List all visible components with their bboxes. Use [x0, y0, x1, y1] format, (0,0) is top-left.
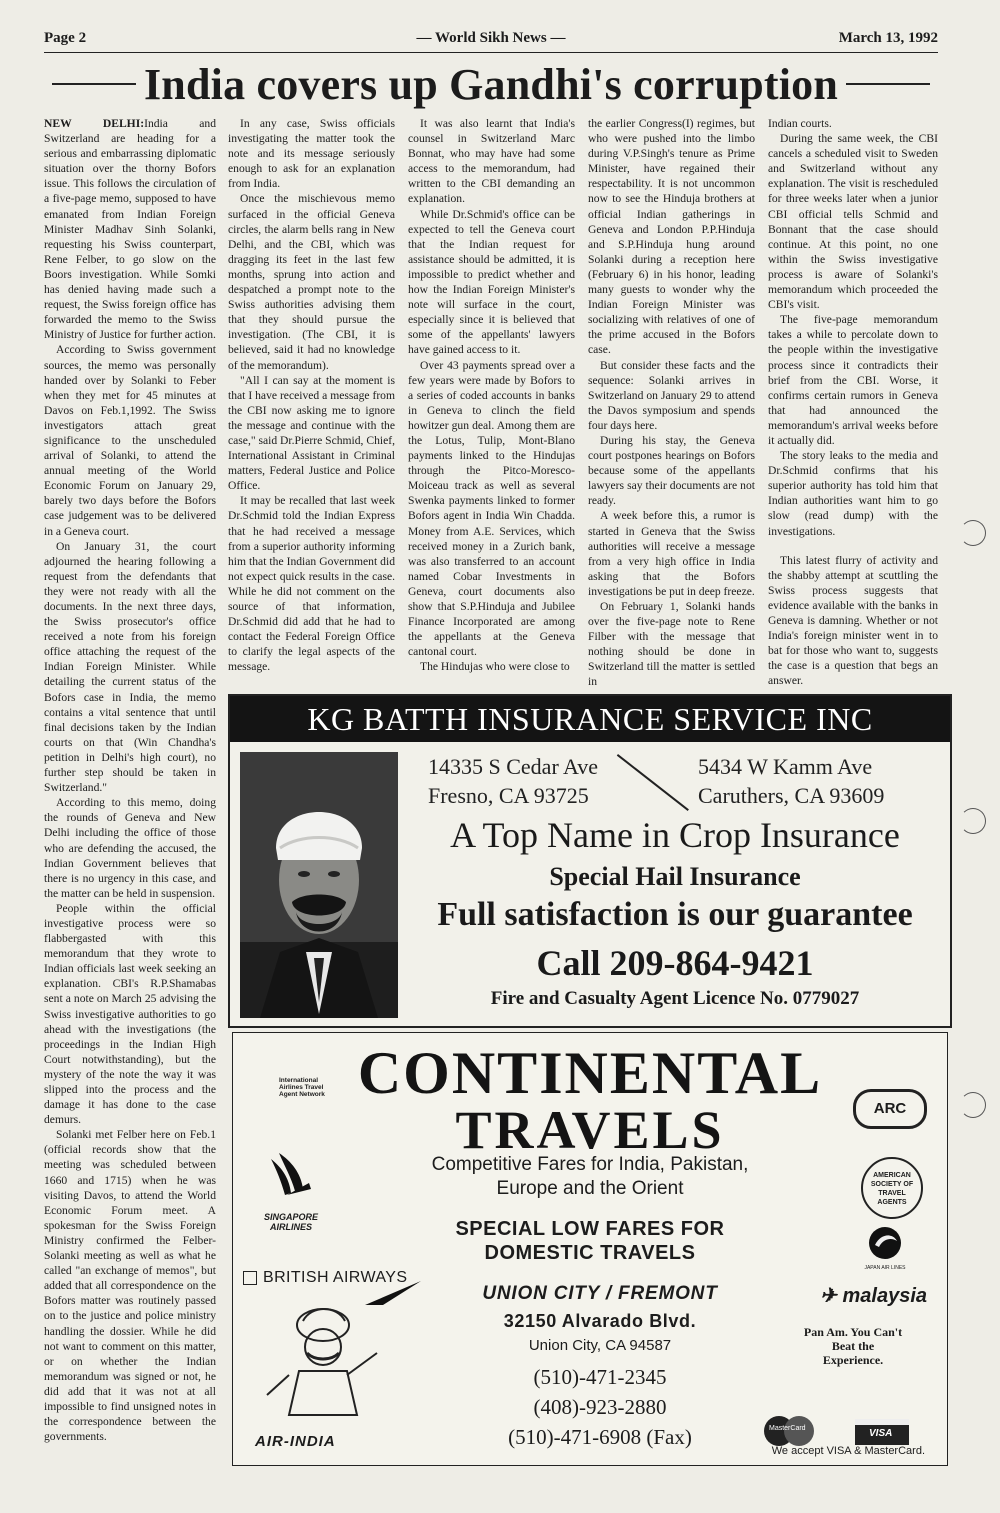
mastercard-icon: MasterCard	[769, 1425, 806, 1432]
maharaja-mascot-icon	[253, 1295, 413, 1425]
phone-1: (510)-471-2345	[533, 1365, 667, 1389]
headline-row	[44, 58, 938, 110]
article-paragraph: The five-page memorandum takes a while to percolate down to the people within the investigative process since it contradicts their brief from the CBI. Worse, it confirms certain rumors in Geneva that had announced the memorandum's arrival weeks before it actually did.	[768, 313, 938, 447]
article-paragraph: It was also learnt that India's counsel in Switzerland Marc Bonnat, who may have had some access to the memorandum, had written to the CBI demanding an explanation.	[408, 117, 575, 206]
travel-ad	[232, 1032, 948, 1466]
agent-portrait	[240, 752, 398, 1018]
article-paragraph: The Hindujas who were close to	[420, 660, 570, 674]
article-column-3	[408, 116, 575, 676]
dateline: NEW DELHI:	[44, 117, 145, 130]
binder-hole-icon	[960, 808, 986, 834]
singapore-airlines-logo: SINGAPORE AIRLINES	[251, 1149, 331, 1229]
article-paragraph: People within the official investigative process were so flabbergasted with this memorandum that they wrote to Indian officials last week seeking an explanation. CBI's R.P.Shamabas sent a note on March 25 advising the Swiss investigative authorities to go ahead with the investigations (the proceedings in the Indian High Court notwithstanding), but the mystery of the note the way it was slipped into the process and the damage it has done to the case demurs.	[44, 901, 216, 1127]
page-header	[44, 30, 938, 52]
address-divider	[617, 754, 689, 811]
office-city: UNION CITY / FREMONT	[482, 1283, 718, 1304]
payment-note: We accept VISA & MasterCard.	[771, 1445, 925, 1457]
article-paragraph: But consider these facts and the sequence: Solanki arrives in Switzerland on January 29 to attend the Davos symposium and spends four days here.	[588, 358, 755, 432]
insurance-licence: Fire and Casualty Agent Licence No. 0779027	[490, 988, 860, 1009]
fax-number: (510)-471-6908 (Fax)	[508, 1425, 692, 1449]
article-column-5	[768, 116, 938, 686]
office-street: 32150 Alvarado Blvd.	[503, 1311, 697, 1331]
travel-ad-name-2: TRAVELS	[455, 1100, 725, 1160]
malaysia-kite-icon: ✈	[820, 1285, 843, 1307]
jal-logo: JAPAN AIR LINES	[863, 1223, 907, 1279]
article-paragraph: A week before this, a rumor is started in Geneva that the Swiss authorities will receive a message from a very high office in India asking that the Bofors investigations be put in deep freeze.	[588, 509, 755, 598]
article-column-4	[588, 116, 755, 689]
article-paragraph: The story leaks to the media and Dr.Schmid confirms that his superior authority has told him that Indian authorities want him to go slow (read dump) with the investigations.	[768, 449, 938, 538]
visa-icon: VISA	[869, 1428, 893, 1439]
article-column-1	[44, 116, 216, 1476]
air-india-logo: AIR-INDIA	[255, 1433, 336, 1450]
article-paragraph: According to this memo, doing the rounds of Geneva and New Delhi including the office of those who are defending the accused, the Indian Government believes that there is no urgency in this case, and the matter can be held in suspension.	[44, 796, 216, 900]
ba-crest-icon	[243, 1271, 257, 1285]
phone-2: (408)-923-2880	[533, 1395, 667, 1419]
iatan-logo: International Airlines Travel Agent Network	[279, 1077, 325, 1098]
malaysia-airlines-logo: ✈ malaysia	[820, 1285, 927, 1307]
office-city-state: Union City, CA 94587	[528, 1337, 672, 1354]
article-paragraph: According to Swiss government sources, the memo was personally handed over by Solanki to Feber when they met for 45 minutes at Davos on Feb.1,1992. The Swiss investigators attach great significance to the unscheduled arrival of Solanki, to attend the annual meeting of the World Economic Forum on January 29, barely two days before the Bofors case judgement was to be delivered in a Geneva court.	[44, 343, 216, 538]
headline: India covers up Gandhi's corruption	[143, 59, 839, 109]
article-paragraph: On February 1, Solanki hands over the five-page note to Rene Filber with the message that nothing should be done in Switzerland till the matter is settled in	[588, 600, 755, 689]
article-paragraph: Indian courts.	[768, 117, 832, 130]
travel-ad-name: CONTINENTAL	[357, 1040, 823, 1106]
card-logos	[735, 1413, 925, 1449]
address-fresno: 14335 S Cedar Ave Fresno, CA 93725	[428, 754, 599, 808]
article-column-2	[228, 116, 395, 676]
issue-date: March 13, 1992	[838, 30, 938, 46]
insurance-tagline: A Top Name in Crop Insurance	[450, 815, 900, 855]
british-airways-logo: BRITISH AIRWAYS	[243, 1269, 407, 1287]
insurance-phone: Call 209-864-9421	[536, 943, 814, 983]
article-paragraph: While Dr.Schmid's office can be expected to tell the Geneva court that the Indian request for assistance should be admitted, it is impossible to predict whether and how the Indian Foreign Minister's note will surface in the court, especially since it is believed that some of the appellants' lawyers have gained access to it.	[408, 207, 575, 357]
asta-logo: AMERICAN SOCIETY OF TRAVEL AGENTS	[861, 1157, 923, 1219]
article-paragraph: Once the mischievous memo surfaced in the official Geneva circles, the alarm bells rang in New Delhi, and the CBI, which was dragging its feet in the last few months, sprung into action and despatched a prompt note to the Swiss authorities advising them that they should pursue the investigation. (The CBI, it is believed, said it had no knowledge of the memorandum).	[228, 192, 395, 372]
headline-rule-right	[846, 83, 930, 85]
article-paragraph: Solanki met Felber here on Feb.1 (official records show that the meeting was scheduled between 1660 and 1715) when he was visiting Davos, to attend the World Economic Forum meet. A spokesman for the Swiss Foreign Ministry confirmed the Felber-Solanki meeting as well as what he called "an exchange of memos", but added that all correspondence on the Bofors matter was routinely passed on to the justice and police ministry handling the dossier. While he did not want to comment on this matter, or on whether the Indian memorandum was signed or not, he did add that it was not at all impossible to find unsigned notes in the correspondence between the governments.	[44, 1128, 216, 1444]
arc-logo: ARC	[853, 1089, 927, 1129]
binder-hole-icon	[960, 520, 986, 546]
address-caruthers: 5434 W Kamm Ave Caruthers, CA 93609	[698, 754, 885, 808]
article-paragraph: the earlier Congress(I) regimes, but who were pushed into the limbo during V.P.Singh's tenure as Prime Minister, have regained their respectability. It is not uncommon now to see the Hinduja brothers at official Indian gatherings in Geneva and London P.P.Hinduja and S.P.Hinduja hung around Solanki during a reception here (February 6) in his honor, leading many guests to wonder why the Indian Foreign Minister was socializing with relatives of one of the prime accused in the Bofors case.	[588, 117, 755, 357]
masthead: — World Sikh News —	[416, 30, 566, 46]
page-number: Page 2	[44, 30, 87, 46]
article-paragraph: "All I can say at the moment is that I have received a message from the CBI now asking me to ignore the message and continue with the case," said Dr.Pierre Schmid, Chief, International Assistant in Criminal matters, Federal Justice and Police Office.	[228, 373, 396, 493]
article-paragraph: It may be recalled that last week Dr.Schmid told the Indian Express that he had received a message from a superior authority informing him that the Indian Government did not expect quick results in the case. While he did not comment on the source of that information, Dr.Schmid did add that he had to contact the Federal Foreign Office to clarify the legal aspects of the message.	[228, 494, 395, 674]
headline-rule-left	[52, 83, 136, 85]
binder-hole-icon	[960, 1092, 986, 1118]
special-fares-text: SPECIAL LOW FARES FOR DOMESTIC TRAVELS	[455, 1218, 725, 1264]
article-paragraph: During the same week, the CBI cancels a scheduled visit to Sweden and Switzerland without any explanation. The visit is rescheduled for three weeks later when a junior CBI official tells Schmid and Bonnant that the case should continue. At this point, no one within the Swiss investigative process is aware of Solanki's memorandum which proceeded the CBI's visit.	[768, 132, 938, 312]
panam-logo: Pan Am. You Can't Beat the Experience.	[803, 1325, 903, 1367]
article-paragraph: In any case, Swiss officials investigating the matter took the note and its message seriously enough to ask for an explanation from India.	[228, 117, 395, 191]
insurance-ad	[228, 694, 952, 1028]
article-paragraph: On January 31, the court adjourned the hearing following a request from the defendants that they were not ready with all the documents. In the next three days, the Swiss prosecutor's office received a note from his foreign office attaching the request of the Indian Foreign Minister. While detailing the current status of the Bofors case in India, the memo contains a vital sentence that until final decisions taken by the Indian courts on that (Win Chandha's petition in Delhi's high court), no further step should be taken in Switzerland."	[44, 539, 216, 795]
header-rule	[44, 52, 938, 53]
article-paragraph: NEW DELHI:India and Switzerland are heading for a serious and embarrassing diplomatic situation over the thorny Bofors issue. This follows the circulation of a five-page memo, supposed to have emanated from Indian Foreign Minister Madhav Sinh Solanki, requesting his Swiss counterpart, Rene Felber, to go slow on the Boors investigation. While Somki has denied having made such a request, the Swiss foreign office has forwarded the memo to the Swiss Ministry of Justice for further action.	[44, 117, 216, 342]
article-paragraph: Over 43 payments spread over a few years were made by Bofors to a series of coded accounts in banks in Geneva to clinch the field howitzer gun deal. Among them are the Lotus, Tulip, Mont-Blano payments linked to the Hindujas through the Pitco-Moresco-Moiceau track as well as several Swenka payments linked to former Bofors agent in India Win Chadda. Money from A.E. Services, which received money in a Zurich bank, was also transferred to an account named Cobar Investments in Geneva, court documents also show that S.P.Hinduja and Jubilee Finance Incorporated are among the appellants at the Geneva cantonal court.	[408, 358, 575, 659]
insurance-guarantee: Full satisfaction is our guarantee	[437, 896, 913, 933]
article-paragraph: During his stay, the Geneva court postpones hearings on Bofors because some of the appellants lawyers say their documents are not ready.	[588, 433, 755, 508]
fares-text: Competitive Fares for India, Pakistan, Europe and the Orient	[431, 1154, 749, 1199]
article-paragraph: This latest flurry of activity and the shabby attempt at scuttling the Swiss process suggests that evidence available with the banks in Geneva is damning. Whether or not India's foreign minister went in to bat for those who want to, suggests the case is a question that begs an answer.	[768, 553, 938, 688]
insurance-ad-banner: KG BATTH INSURANCE SERVICE INC	[230, 696, 950, 742]
insurance-subline: Special Hail Insurance	[549, 862, 801, 891]
